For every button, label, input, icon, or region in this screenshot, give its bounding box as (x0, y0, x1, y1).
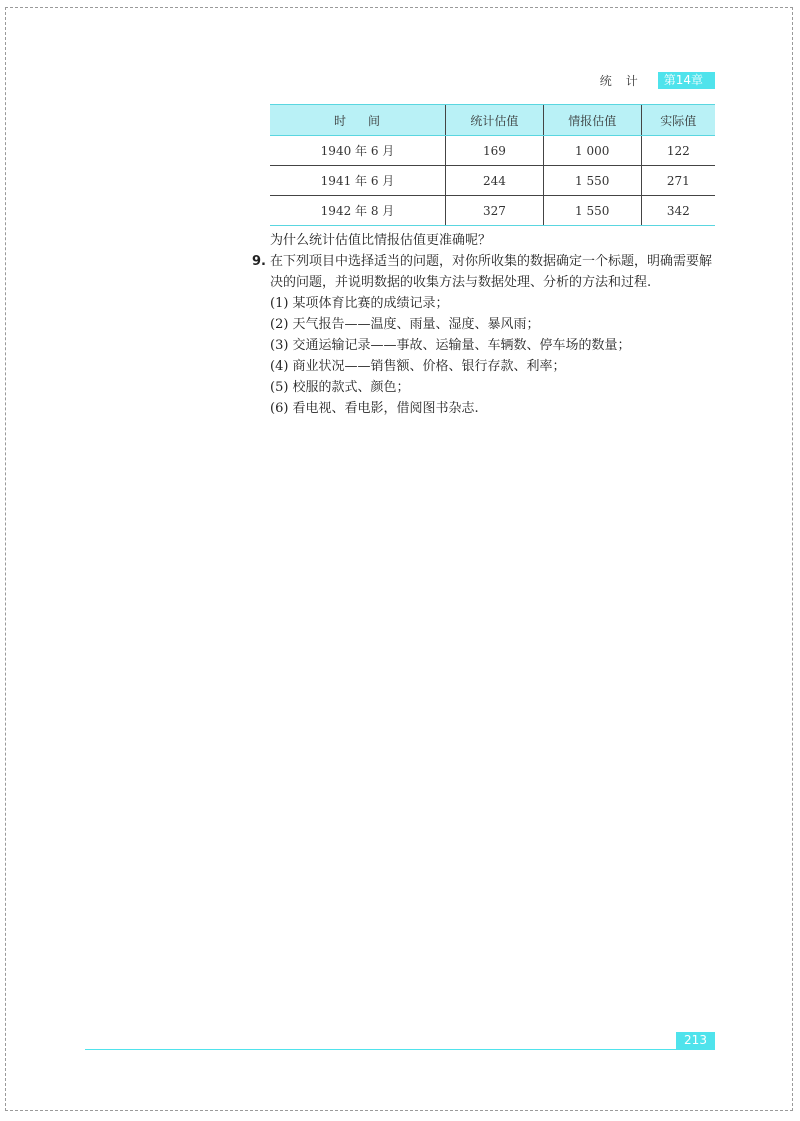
list-item: (1) 某项体育比赛的成绩记录； (270, 296, 449, 311)
table-row (270, 196, 715, 226)
table-header-row (270, 105, 715, 136)
table-cell: 244 (445, 166, 543, 196)
table-cell: 1941 年 6 月 (270, 166, 445, 196)
list-item: (2) 天气报告——温度、雨量、湿度、暴风雨； (270, 317, 540, 332)
running-header (600, 72, 715, 89)
table-row (270, 136, 715, 166)
table-cell: 271 (641, 166, 715, 196)
table-cell: 342 (641, 196, 715, 226)
list-item: (5) 校服的款式、颜色； (270, 380, 410, 395)
problem-items (252, 293, 722, 419)
table-cell: 1 000 (543, 136, 641, 166)
problem-text: 在下列项目中选择适当的问题，对你所收集的数据确定一个标题，明确需要解决的问题，并说明数据的收集方法与数据处理、分析的方法和过程. (270, 254, 713, 290)
problem-9 (252, 251, 722, 293)
chapter-badge: 第14章 (658, 72, 715, 89)
body-text (252, 230, 722, 419)
estimates-table (270, 104, 715, 226)
list-item: (6) 看电视、看电影，借阅图书杂志. (270, 401, 479, 416)
table-cell: 327 (445, 196, 543, 226)
column-header: 时间 (270, 105, 445, 136)
table-cell: 1 550 (543, 196, 641, 226)
page-number: 213 (676, 1032, 715, 1049)
column-header: 实际值 (641, 105, 715, 136)
list-item: (4) 商业状况——销售额、价格、银行存款、利率； (270, 359, 566, 374)
table-cell: 1 550 (543, 166, 641, 196)
table-cell: 122 (641, 136, 715, 166)
footer-rule (85, 1049, 715, 1050)
table-cell: 1942 年 8 月 (270, 196, 445, 226)
question-text: 为什么统计估值比情报估值更准确呢？ (270, 233, 492, 248)
column-header: 统计估值 (445, 105, 543, 136)
problem-number: 9. (252, 254, 266, 269)
table-cell: 169 (445, 136, 543, 166)
table-cell: 1940 年 6 月 (270, 136, 445, 166)
column-header: 情报估值 (543, 105, 641, 136)
list-item: (3) 交通运输记录——事故、运输量、车辆数、停车场的数量； (270, 338, 631, 353)
section-title: 统计 (599, 74, 652, 88)
table-row (270, 166, 715, 196)
